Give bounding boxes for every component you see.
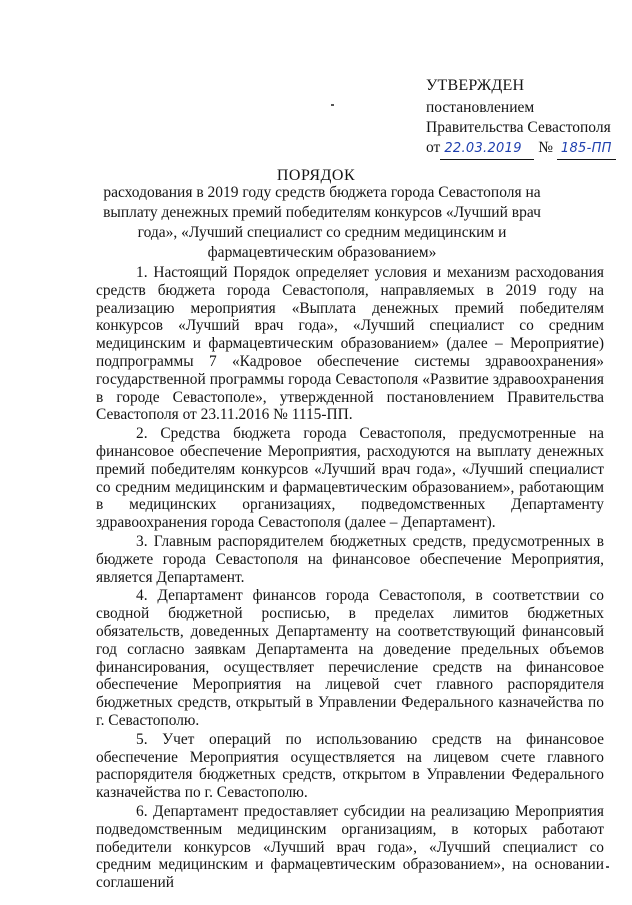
paragraph-3: 3. Главным распорядителем бюджетных средств, предусмотренных в бюджете города Севастополя на финансовое обеспечение Мероприятия, является Департамент. [96, 532, 604, 586]
paragraph-6: 6. Департамент предоставляет субсидии на реализацию Мероприятия подведомственным медицинским организациям, в которых работают победители конкурсов «Лучший врач года», «Лучший специалист со средним медицинским и фармацевтическим образованием», на основании соглашений [96, 802, 604, 892]
paragraph-2: 2. Средства бюджета города Севастополя, предусмотренные на финансовое обеспечение Мероприятия, расходуются на выплату денежных премий победителям конкурсов «Лучший врач года», «Лучший специалист со средним медицинским и фармацевтическим образованием», работающим в медицинских организациях, подведомственных Департаменту здравоохранения города Севастополя (далее – Департамент). [96, 425, 604, 532]
approval-line-government: Правительства Севастополя [426, 119, 611, 136]
approval-block [426, 76, 616, 160]
approval-number-label: № [538, 139, 553, 156]
document-subtitle: расходования в 2019 году средств бюджета города Севастополя на выплату денежных премий победителям конкурсов «Лучший врач года», «Лучший специалист со средним медицинским и фармацевтическим образованием» [103, 184, 541, 261]
document-body [96, 264, 604, 893]
paragraph-4: 4. Департамент финансов города Севастополя, в соответствии со сводной бюджетной росписью, в пределах лимитов бюджетных обязательств, доведенных Департаменту на соответствующий финансовый год согласно заявкам Департамента на доведение предельных объемов финансирования, осуществляет перечисление средств на финансовое обеспечение Мероприятия на лицевой счет главного распорядителя бюджетных средств, открытый в Управлении Федерального казначейства по г. Севастополю. [96, 587, 604, 729]
approval-number: 185-ПП [557, 139, 616, 160]
approval-date-number-line [426, 138, 616, 160]
scan-speck [606, 866, 609, 868]
approval-from-label: от [426, 139, 441, 156]
document-title: ПОРЯДОК [276, 167, 356, 184]
approval-date: 22.03.2019 [440, 139, 534, 160]
approval-title: УТВЕРЖДЕН [426, 77, 525, 94]
scan-speck [331, 104, 334, 106]
paragraph-5: 5. Учет операций по использованию средств на финансовое обеспечение Мероприятия осуществляется на лицевом счете главного распорядителя бюджетных средств, открытом в Управлении Федерального казначейства по г. Севастополю. [96, 730, 604, 802]
paragraph-1: 1. Настоящий Порядок определяет условия и механизм расходования средств бюджета города Севастополя, направляемых в 2019 году на реализацию мероприятия «Выплата денежных премий победителям конкурсов «Лучший врач года», «Лучший специалист со средним медицинским и фармацевтическим образованием» (далее – Мероприятие) подпрограммы 7 «Кадровое обеспечение системы здравоохранения» государственной программы города Севастополя «Развитие здравоохранения в городе Севастополе», утвержденной постановлением Правительства Севастополя от 23.11.2016 № 1115-ПП. [96, 264, 604, 424]
approval-line-resolution: постановлением [426, 99, 535, 116]
